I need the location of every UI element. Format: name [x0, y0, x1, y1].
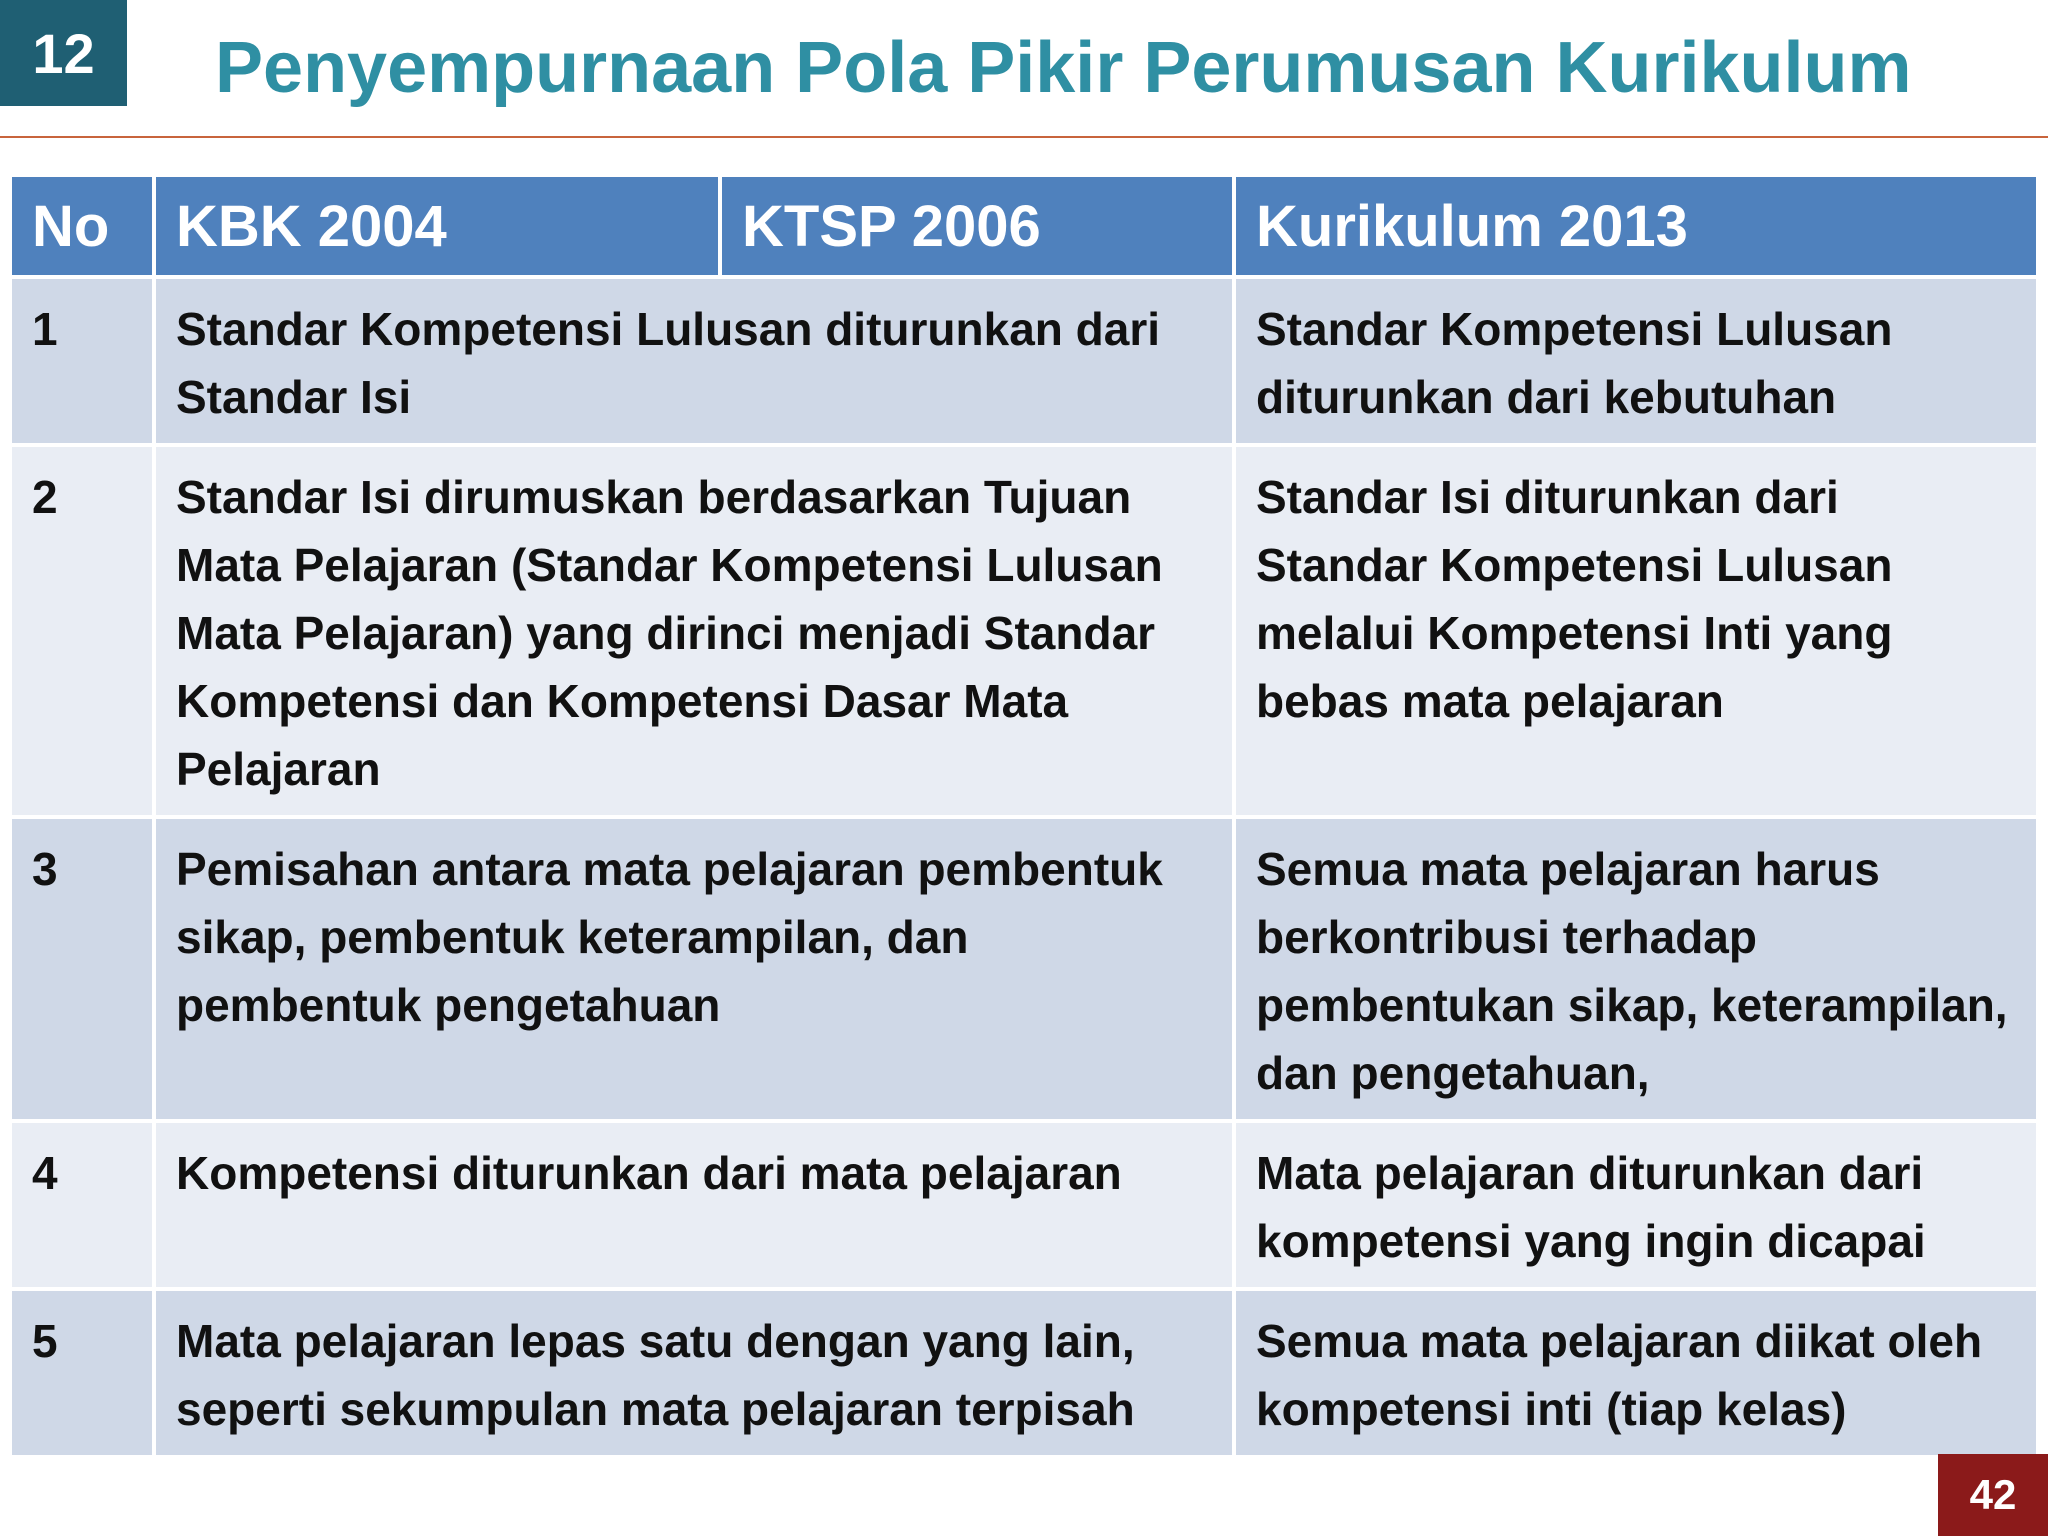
row-number: 5 [12, 1291, 152, 1455]
row-number: 4 [12, 1123, 152, 1287]
old-curriculum-cell: Standar Isi dirumuskan berdasarkan Tujuan Mata Pelajaran (Standar Kompetensi Lulusan Mata Pelajaran) yang dirinci menjadi Standar Kompetensi dan Kompetensi Dasar Mata Pelajaran [156, 447, 1232, 815]
row-number: 3 [12, 819, 152, 1119]
new-curriculum-cell: Semua mata pelajaran harus berkontribusi terhadap pembentukan sikap, keterampilan, dan pengetahuan, [1236, 819, 2036, 1119]
old-curriculum-cell: Mata pelajaran lepas satu dengan yang lain, seperti sekumpulan mata pelajaran terpisah [156, 1291, 1232, 1455]
table-row [12, 819, 2036, 1119]
row-number: 1 [12, 279, 152, 443]
header-kbk-2004: KBK 2004 [156, 177, 718, 275]
new-curriculum-cell: Standar Kompetensi Lulusan diturunkan dari kebutuhan [1236, 279, 2036, 443]
old-curriculum-cell: Standar Kompetensi Lulusan diturunkan dari Standar Isi [156, 279, 1232, 443]
table-row [12, 279, 2036, 443]
title-divider [0, 136, 2048, 138]
table-row [12, 1123, 2036, 1287]
old-curriculum-cell: Kompetensi diturunkan dari mata pelajaran [156, 1123, 1232, 1287]
new-curriculum-cell: Semua mata pelajaran diikat oleh kompetensi inti (tiap kelas) [1236, 1291, 2036, 1455]
curriculum-comparison-table [8, 173, 2040, 1459]
slide-number: 12 [32, 21, 95, 85]
table-header-row [12, 177, 2036, 275]
header-no: No [12, 177, 152, 275]
page-number: 42 [1969, 1471, 2017, 1518]
new-curriculum-cell: Mata pelajaran diturunkan dari kompetensi yang ingin dicapai [1236, 1123, 2036, 1287]
page-title: Penyempurnaan Pola Pikir Perumusan Kurikulum [215, 28, 1912, 108]
page-number-badge [1938, 1454, 2048, 1536]
slide-number-badge [0, 0, 127, 106]
table-row [12, 447, 2036, 815]
old-curriculum-cell: Pemisahan antara mata pelajaran pembentuk sikap, pembentuk keterampilan, dan pembentuk pengetahuan [156, 819, 1232, 1119]
row-number: 2 [12, 447, 152, 815]
header-kurikulum-2013: Kurikulum 2013 [1236, 177, 2036, 275]
new-curriculum-cell: Standar Isi diturunkan dari Standar Kompetensi Lulusan melalui Kompetensi Inti yang bebas mata pelajaran [1236, 447, 2036, 815]
table-row [12, 1291, 2036, 1455]
header-ktsp-2006: KTSP 2006 [722, 177, 1232, 275]
